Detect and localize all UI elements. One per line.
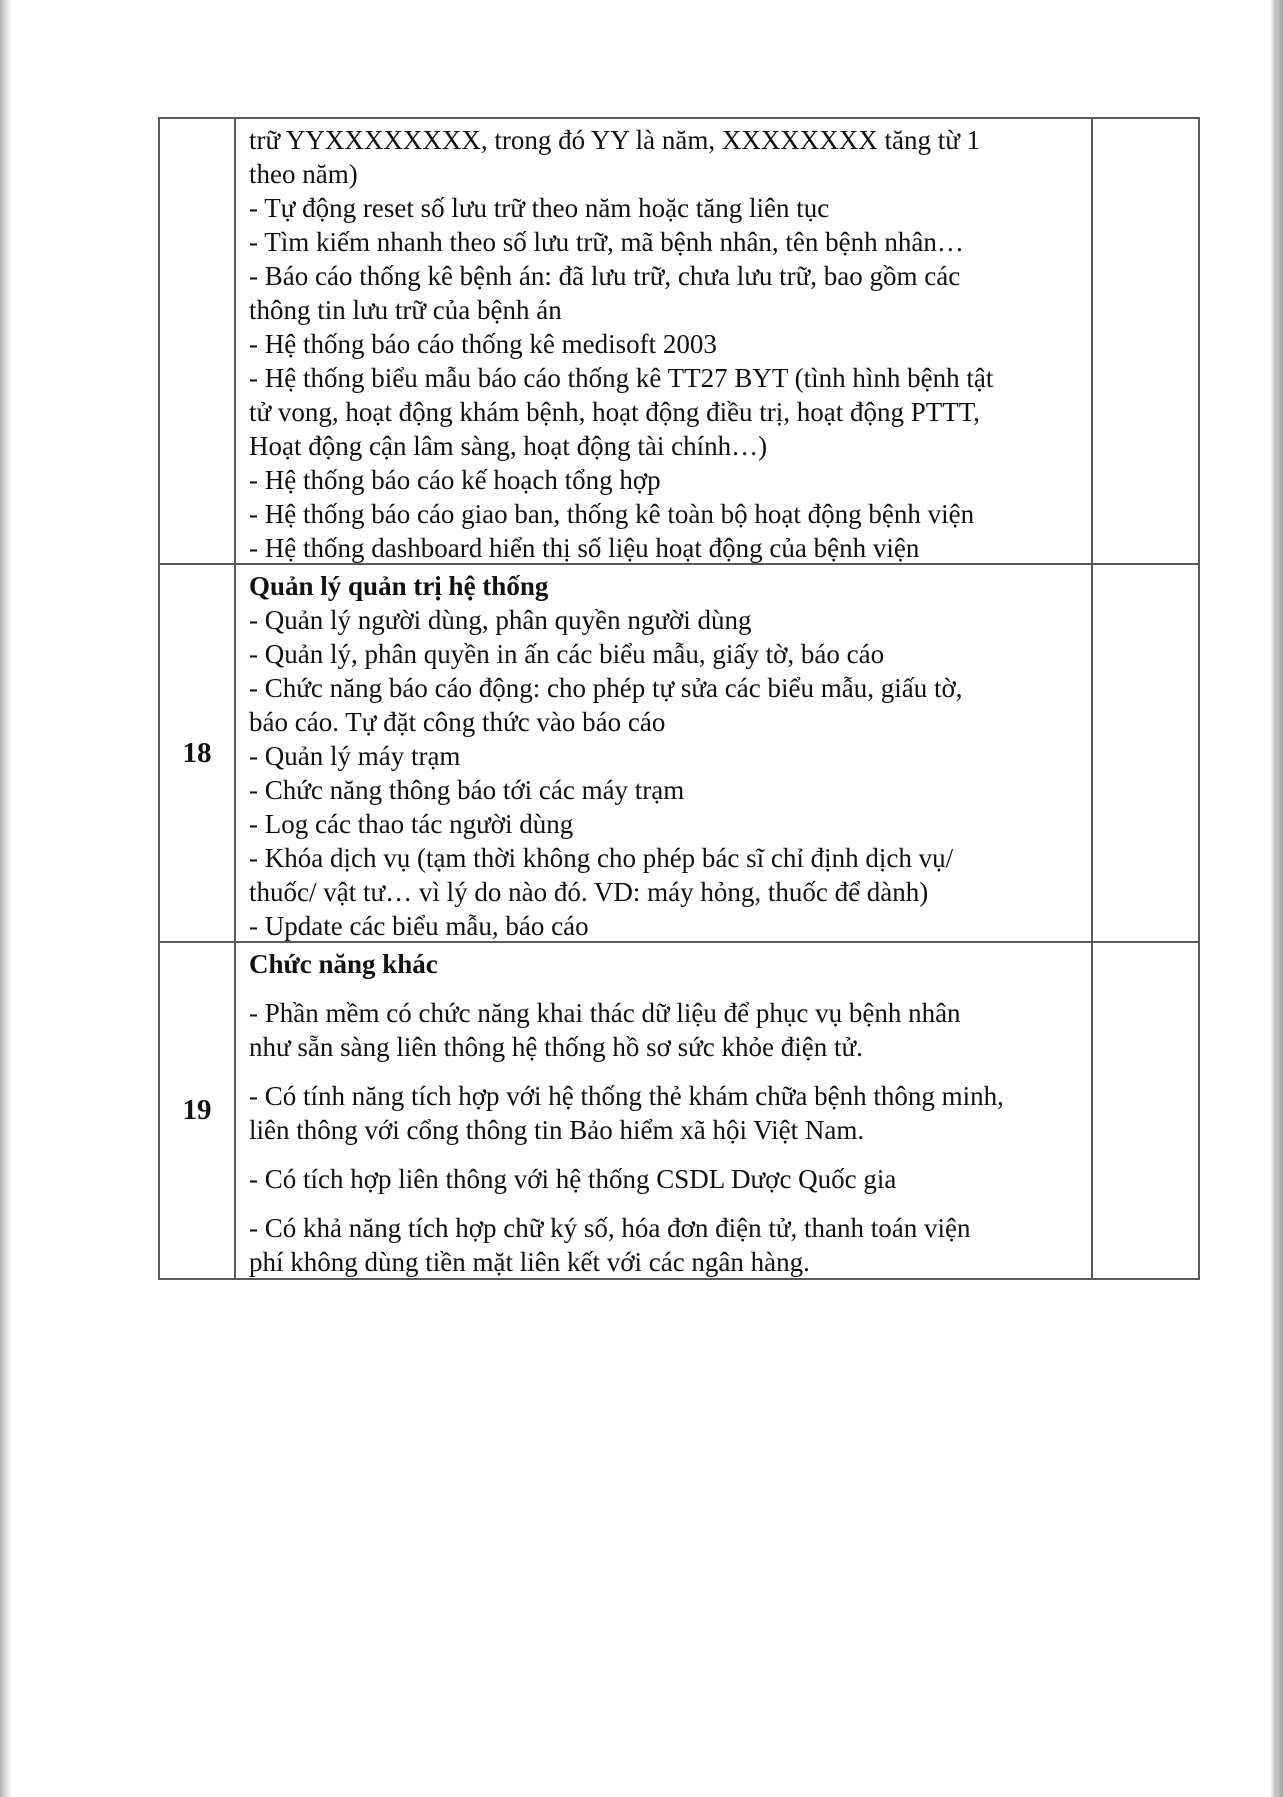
text-line: như sẵn sàng liên thông hệ thống hồ sơ sức khỏe điện tử. (249, 1032, 863, 1062)
text-line: - Tự động reset số lưu trữ theo năm hoặc tăng liên tục (249, 193, 830, 223)
row-number: 18 (160, 565, 236, 943)
row-number: 19 (160, 943, 236, 1280)
text-line: - Hệ thống báo cáo kế hoạch tổng hợp (249, 465, 661, 495)
text-line: - Chức năng báo cáo động: cho phép tự sửa các biểu mẫu, giấu tờ, (249, 673, 963, 703)
page-edge-right (1270, 0, 1283, 1797)
text-line: - Quản lý người dùng, phân quyền người dùng (249, 605, 752, 635)
text-line: - Quản lý máy trạm (249, 741, 461, 771)
text-line: trữ YYXXXXXXXX, trong đó YY là năm, XXXXXXXX tăng từ 1 (249, 125, 981, 155)
row-content-cell (236, 943, 1093, 1280)
row-content-cell (236, 565, 1093, 943)
text-line: - Tìm kiếm nhanh theo số lưu trữ, mã bệnh nhân, tên bệnh nhân… (249, 227, 964, 257)
text-line: - Có tích hợp liên thông với hệ thống CSDL Dược Quốc gia (249, 1164, 897, 1194)
row-empty-cell (1093, 565, 1200, 943)
text-line: - Báo cáo thống kê bệnh án: đã lưu trữ, chưa lưu trữ, bao gồm các (249, 261, 961, 291)
text-line: báo cáo. Tự đặt công thức vào báo cáo (249, 707, 666, 737)
row-empty-cell (1093, 943, 1200, 1280)
text-line: Hoạt động cận lâm sàng, hoạt động tài chính…) (249, 431, 768, 461)
text-line: theo năm) (249, 159, 358, 189)
page-edge-left (0, 0, 13, 1797)
text-line: - Hệ thống báo cáo giao ban, thống kê toàn bộ hoạt động bệnh viện (249, 499, 975, 529)
section-heading-line: Chức năng khác (249, 949, 438, 979)
text-line: - Log các thao tác người dùng (249, 809, 574, 839)
text-line: - Phần mềm có chức năng khai thác dữ liệu để phục vụ bệnh nhân (249, 998, 961, 1028)
text-line: - Hệ thống dashboard hiển thị số liệu hoạt động của bệnh viện (249, 533, 920, 563)
row-content-cell (236, 119, 1093, 565)
text-line: - Khóa dịch vụ (tạm thời không cho phép bác sĩ chỉ định dịch vụ/ (249, 843, 954, 873)
text-line: - Có tính năng tích hợp với hệ thống thẻ khám chữa bệnh thông minh, (249, 1081, 1004, 1111)
row-number (160, 119, 236, 565)
text-line: - Có khả năng tích hợp chữ ký số, hóa đơn điện tử, thanh toán viện (249, 1213, 971, 1243)
text-line: liên thông với cổng thông tin Bảo hiểm xã hội Việt Nam. (249, 1115, 865, 1145)
requirements-table (158, 117, 1200, 1280)
text-line: - Quản lý, phân quyền in ấn các biểu mẫu, giấy tờ, báo cáo (249, 639, 885, 669)
text-line: - Update các biểu mẫu, báo cáo (249, 911, 589, 941)
text-line: thuốc/ vật tư… vì lý do nào đó. VD: máy hỏng, thuốc để dành) (249, 877, 929, 907)
section-heading-line: Quản lý quản trị hệ thống (249, 571, 549, 601)
text-line: thông tin lưu trữ của bệnh án (249, 295, 562, 325)
text-line: - Hệ thống biểu mẫu báo cáo thống kê TT27 BYT (tình hình bệnh tật (249, 363, 994, 393)
text-line: - Chức năng thông báo tới các máy trạm (249, 775, 685, 805)
text-line: - Hệ thống báo cáo thống kê medisoft 2003 (249, 329, 717, 359)
text-line: tử vong, hoạt động khám bệnh, hoạt động điều trị, hoạt động PTTT, (249, 397, 981, 427)
row-empty-cell (1093, 119, 1200, 565)
text-line: phí không dùng tiền mặt liên kết với các ngân hàng. (249, 1247, 810, 1277)
